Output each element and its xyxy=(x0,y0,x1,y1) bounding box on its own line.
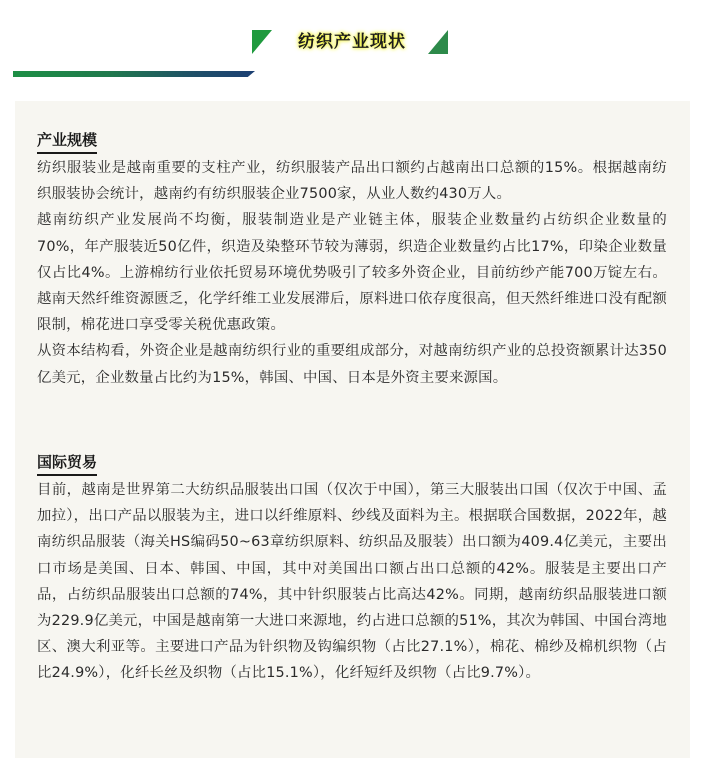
left-triangle-decoration xyxy=(252,30,272,54)
paragraph: 目前，越南是世界第二大纺织品服装出口国（仅次于中国），第三大服装出口国（仅次于中国、孟加拉），出口产品以服装为主，进口以纤维原料、纱线及面料为主。根据联合国数据，2022年，越南纺织品服装（海关HS编码50~63章纺织原料、纺织品及服装）出口额为409.4亿美元，主要出口市场是美国、日本、韩国、中国，其中对美国出口额占出口总额的42%。服装是主要出口产品，占纺织品服装出口总额的74%，其中针织服装占比高达42%。同期，越南纺织品服装进口额为229.9亿美元，中国是越南第一大进口来源地，约占进口总额的51%，其次为韩国、中国台湾地区、澳大利亚等。主要进口产品为针织物及钩编织物（占比27.1%），棉花、棉纱及棉机织物（占比24.9%），化纤长丝及织物（占比15.1%），化纤短纤及织物（占比9.7%）。 xyxy=(37,482,667,682)
paragraph: 越南纺织产业发展尚不均衡，服装制造业是产业链主体，服装企业数量约占纺织企业数量的70%，年产服装近50亿件，织造及染整环节较为薄弱，织造企业数量约占比17%，印染企业数量仅占比4%。上游棉纺行业依托贸易环境优势吸引了较多外资企业，目前纺纱产能700万锭左右。越南天然纤维资源匮乏，化学纤维工业发展滞后，原料进口依存度很高，但天然纤维进口没有配额限制，棉花进口享受零关税优惠政策。 xyxy=(37,212,667,334)
gradient-divider-bar xyxy=(13,71,255,77)
paragraph: 纺织服装业是越南重要的支柱产业，纺织服装产品出口额约占越南出口总额的15%。根据越南纺织服装协会统计，越南约有纺织服装企业7500家，从业人数约430万人。 xyxy=(37,160,667,203)
section-heading: 产业规模 xyxy=(37,129,97,154)
section-banner xyxy=(0,0,705,80)
paragraph: 从资本结构看，外资企业是越南纺织行业的重要组成部分，对越南纺织产业的总投资额累计达350亿美元，企业数量占比约为15%，韩国、中国、日本是外资主要来源国。 xyxy=(37,343,667,386)
section-industry-scale xyxy=(37,129,667,391)
section-heading: 国际贸易 xyxy=(37,451,97,476)
right-triangle-decoration xyxy=(428,30,448,54)
article-panel xyxy=(15,101,690,758)
section-international-trade xyxy=(37,451,667,687)
banner-title: 纺织产业现状 xyxy=(298,32,406,52)
